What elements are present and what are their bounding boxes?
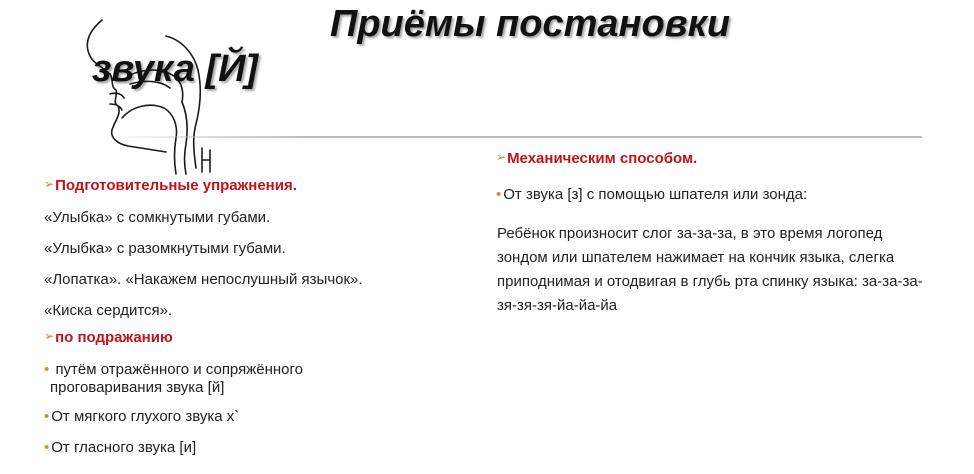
imitation-item [44, 408, 239, 426]
imitation-item [44, 439, 196, 457]
heading-mechanical [496, 150, 697, 168]
mechanical-item-text: От звука [з] с помощью шпателя или зонда: [503, 186, 808, 203]
preparatory-item: «Улыбка» с сомкнутыми губами. [44, 209, 271, 226]
heading-preparatory [44, 177, 297, 195]
slide-title-line-1: Приёмы постановки [330, 3, 731, 45]
mechanical-item [496, 186, 807, 204]
imitation-item-text: От мягкого глухого звука х` [51, 408, 240, 425]
imitation-item-text: От гласного звука [и] [51, 439, 197, 456]
heading-imitation-text: по подражанию [55, 329, 173, 346]
heading-preparatory-text: Подготовительные упражнения. [55, 177, 297, 194]
dot-bullet-icon: • [44, 361, 50, 378]
dot-bullet-icon: • [44, 439, 50, 456]
arrow-bullet-icon: ➢ [44, 329, 55, 343]
heading-mechanical-text: Механическим способом. [507, 150, 698, 167]
preparatory-item: «Лопатка». «Накажем непослушный язычок». [44, 271, 363, 288]
imitation-item [44, 361, 374, 397]
heading-imitation [44, 329, 173, 347]
slide-title-line-2: звука [Й] [92, 48, 259, 90]
dot-bullet-icon: • [44, 408, 50, 425]
imitation-item-line-2: проговаривания звука [й] [50, 379, 225, 396]
arrow-bullet-icon: ➢ [496, 150, 507, 164]
preparatory-item: «Улыбка» с разомкнутыми губами. [44, 240, 286, 257]
preparatory-item: «Киска сердится». [44, 302, 173, 319]
imitation-item-line-1: путём отражённого и сопряжённого [55, 361, 304, 378]
dot-bullet-icon: • [496, 186, 502, 203]
speech-articulation-profile-icon [70, 18, 240, 178]
arrow-bullet-icon: ➢ [44, 177, 55, 191]
mechanical-paragraph: Ребёнок произносит слог за-за-за, в это время логопед зондом или шпателем нажимает на кончик языка, слегка приподнимая и отодвигая в глубь рта спинку языка: за-за-за-зя-зя-зя-йа-йа-йа [497, 225, 923, 314]
title-divider [100, 136, 922, 138]
